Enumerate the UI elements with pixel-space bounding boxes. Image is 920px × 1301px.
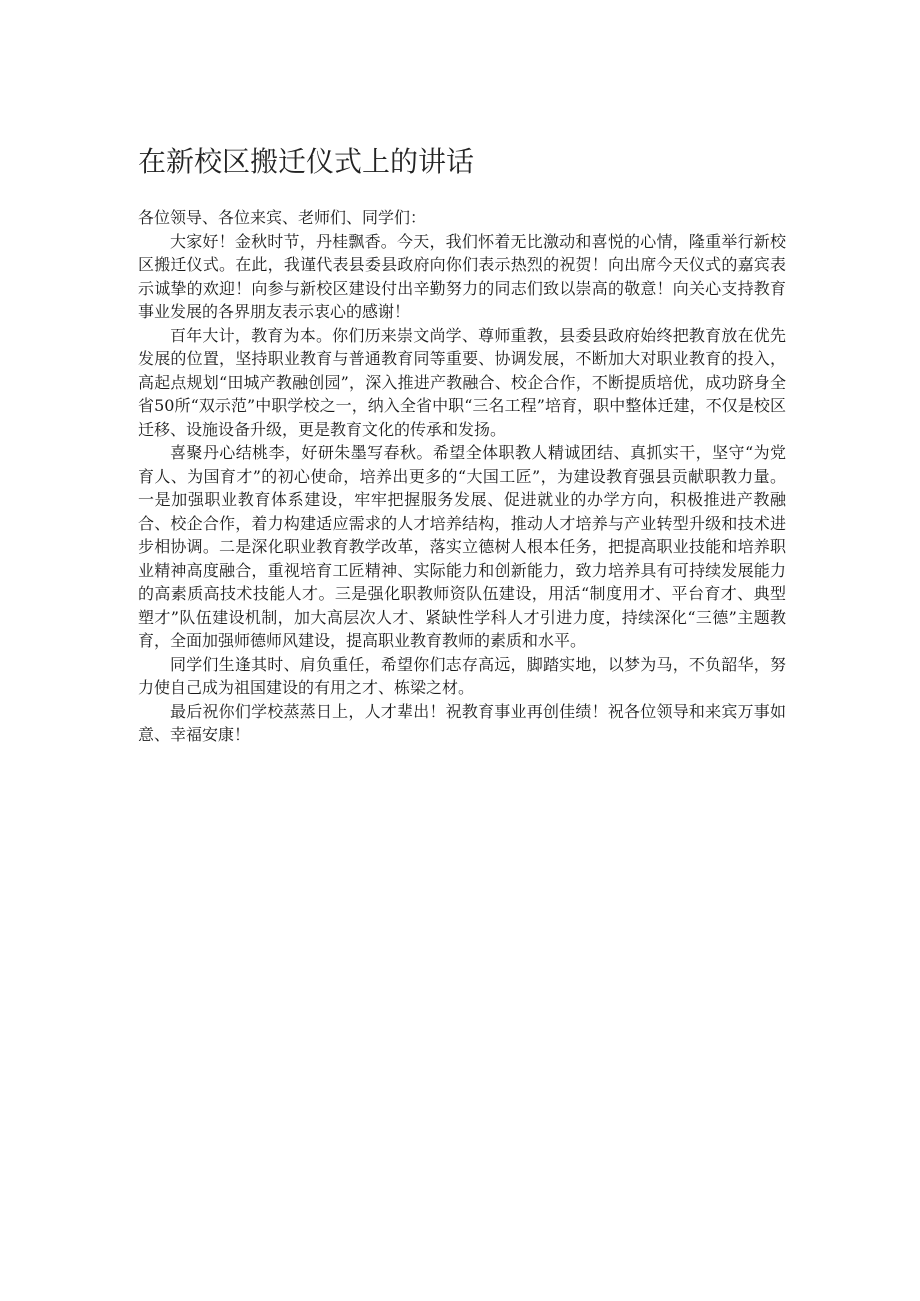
paragraph-expectations: 喜聚丹心结桃李，好研朱墨写春秋。希望全体职教人精诚团结、真抓实干，坚守“为党育人、为国育才”的初心使命，培养出更多的“大国工匠”，为建设教育强县贡献职教力量。一是加强职业教育体系建设，牢牢把握服务发展、促进就业的办学方向，积极推进产教融合、校企合作，着力构建适应需求的人才培养结构，推动人才培养与产业转型升级和技术进步相协调。二是深化职业教育教学改革，落实立德树人根本任务，把提高职业技能和培养职业精神高度融合，重视培育工匠精神、实际能力和创新能力，致力培养具有可持续发展能力的高素质高技术技能人才。三是强化职教师资队伍建设，用活“制度用才、平台育才、典型塑才”队伍建设机制，加大高层次人才、紧缺性学科人才引进力度，持续深化“三德”主题教育，全面加强师德师风建设，提高职业教育教师的素质和水平。 xyxy=(138,443,786,650)
paragraph-greeting: 大家好！金秋时节，丹桂飘香。今天，我们怀着无比激动和喜悦的心情，隆重举行新校区搬迁仪式。在此，我谨代表县委县政府向你们表示热烈的祝贺！向出席今天仪式的嘉宾表示诚挚的欢迎！向参与新校区建设付出辛勤努力的同志们致以崇高的敬意！向关心支持教育事业发展的各界朋友表示衷心的感谢！ xyxy=(138,231,786,321)
salutation: 各位领导、各位来宾、老师们、同学们： xyxy=(138,208,427,227)
paragraph-students: 同学们生逢其时、肩负重任，希望你们志存高远，脚踏实地，以梦为马，不负韶华，努力使自己成为祖国建设的有用之才、栋梁之材。 xyxy=(138,654,786,697)
document-body xyxy=(138,142,786,747)
paragraph-education-priority: 百年大计，教育为本。你们历来崇文尚学、尊师重教，县委县政府始终把教育放在优先发展的位置，坚持职业教育与普通教育同等重要、协调发展，不断加大对职业教育的投入，高起点规划“田城产教融创园”，深入推进产教融合、校企合作，不断提质培优，成功跻身全省50所“双示范”中职学校之一，纳入全省中职“三名工程”培育，职中整体迁建，不仅是校区迁移、设施设备升级，更是教育文化的传承和发扬。 xyxy=(138,325,786,439)
paragraph-closing: 最后祝你们学校蒸蒸日上，人才辈出！祝教育事业再创佳绩！祝各位领导和来宾万事如意、幸福安康！ xyxy=(138,701,786,744)
document-title: 在新校区搬迁仪式上的讲话 xyxy=(138,145,475,178)
